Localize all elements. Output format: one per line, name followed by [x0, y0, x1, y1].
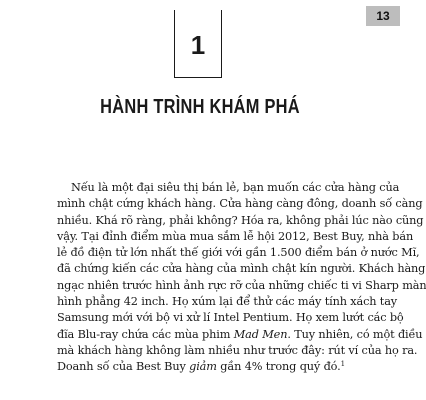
body-line: lẻ đồ điện tử lớn nhất thế giới với gần 1.500 điểm bán ở nước Mĩ, [57, 246, 420, 260]
body-line: nhiều. Khá rõ ràng, phải không? Hóa ra, không phải lúc nào cũng [57, 213, 424, 227]
body-line: vậy. Tại đỉnh điểm mùa mua sắm lễ hội 2012, Best Buy, nhà bán [57, 229, 414, 243]
body-line [57, 359, 387, 375]
body-line: ngạc nhiên trước hình ảnh rực rỡ của những chiếc ti vi Sharp màn [57, 278, 426, 292]
body-line-text: . Tuy nhiên, có một điều [287, 327, 423, 341]
body-line-text: đĩa Blu-ray chứa các mùa phim [57, 327, 234, 341]
chapter-number-box [174, 10, 222, 78]
body-line: mình chật cứng khách hàng. Cửa hàng càng đông, doanh số càng [57, 197, 423, 211]
chapter-title: HÀNH TRÌNH KHÁM PHÁ [100, 96, 300, 118]
body-line-text: gần 4% trong quý đó. [216, 360, 341, 374]
body-line: hình phẳng 42 inch. Họ xúm lại để thử các máy tính xách tay [57, 295, 398, 309]
body-line-text: Doanh số của Best Buy [57, 360, 190, 374]
body-line: mà khách hàng không làm nhiều như trước đây: rút ví của họ ra. [57, 343, 418, 357]
body-paragraph [57, 180, 426, 376]
body-line: Nếu là một đại siêu thị bán lẻ, bạn muốn các cửa hàng của [71, 181, 400, 194]
chapter-number: 1 [190, 30, 206, 60]
page-number: 13 [366, 6, 400, 26]
italic-emphasis: giảm [189, 360, 217, 374]
footnote-marker: 1 [340, 360, 345, 369]
body-line: đã chứng kiến các cửa hàng của mình chật kín người. Khách hàng [57, 262, 426, 276]
italic-title: Mad Men [233, 327, 288, 341]
body-line: Samsung mới với bộ vi xử lí Intel Pentium. Họ xem lướt các bộ [57, 311, 404, 325]
body-line [57, 327, 423, 343]
